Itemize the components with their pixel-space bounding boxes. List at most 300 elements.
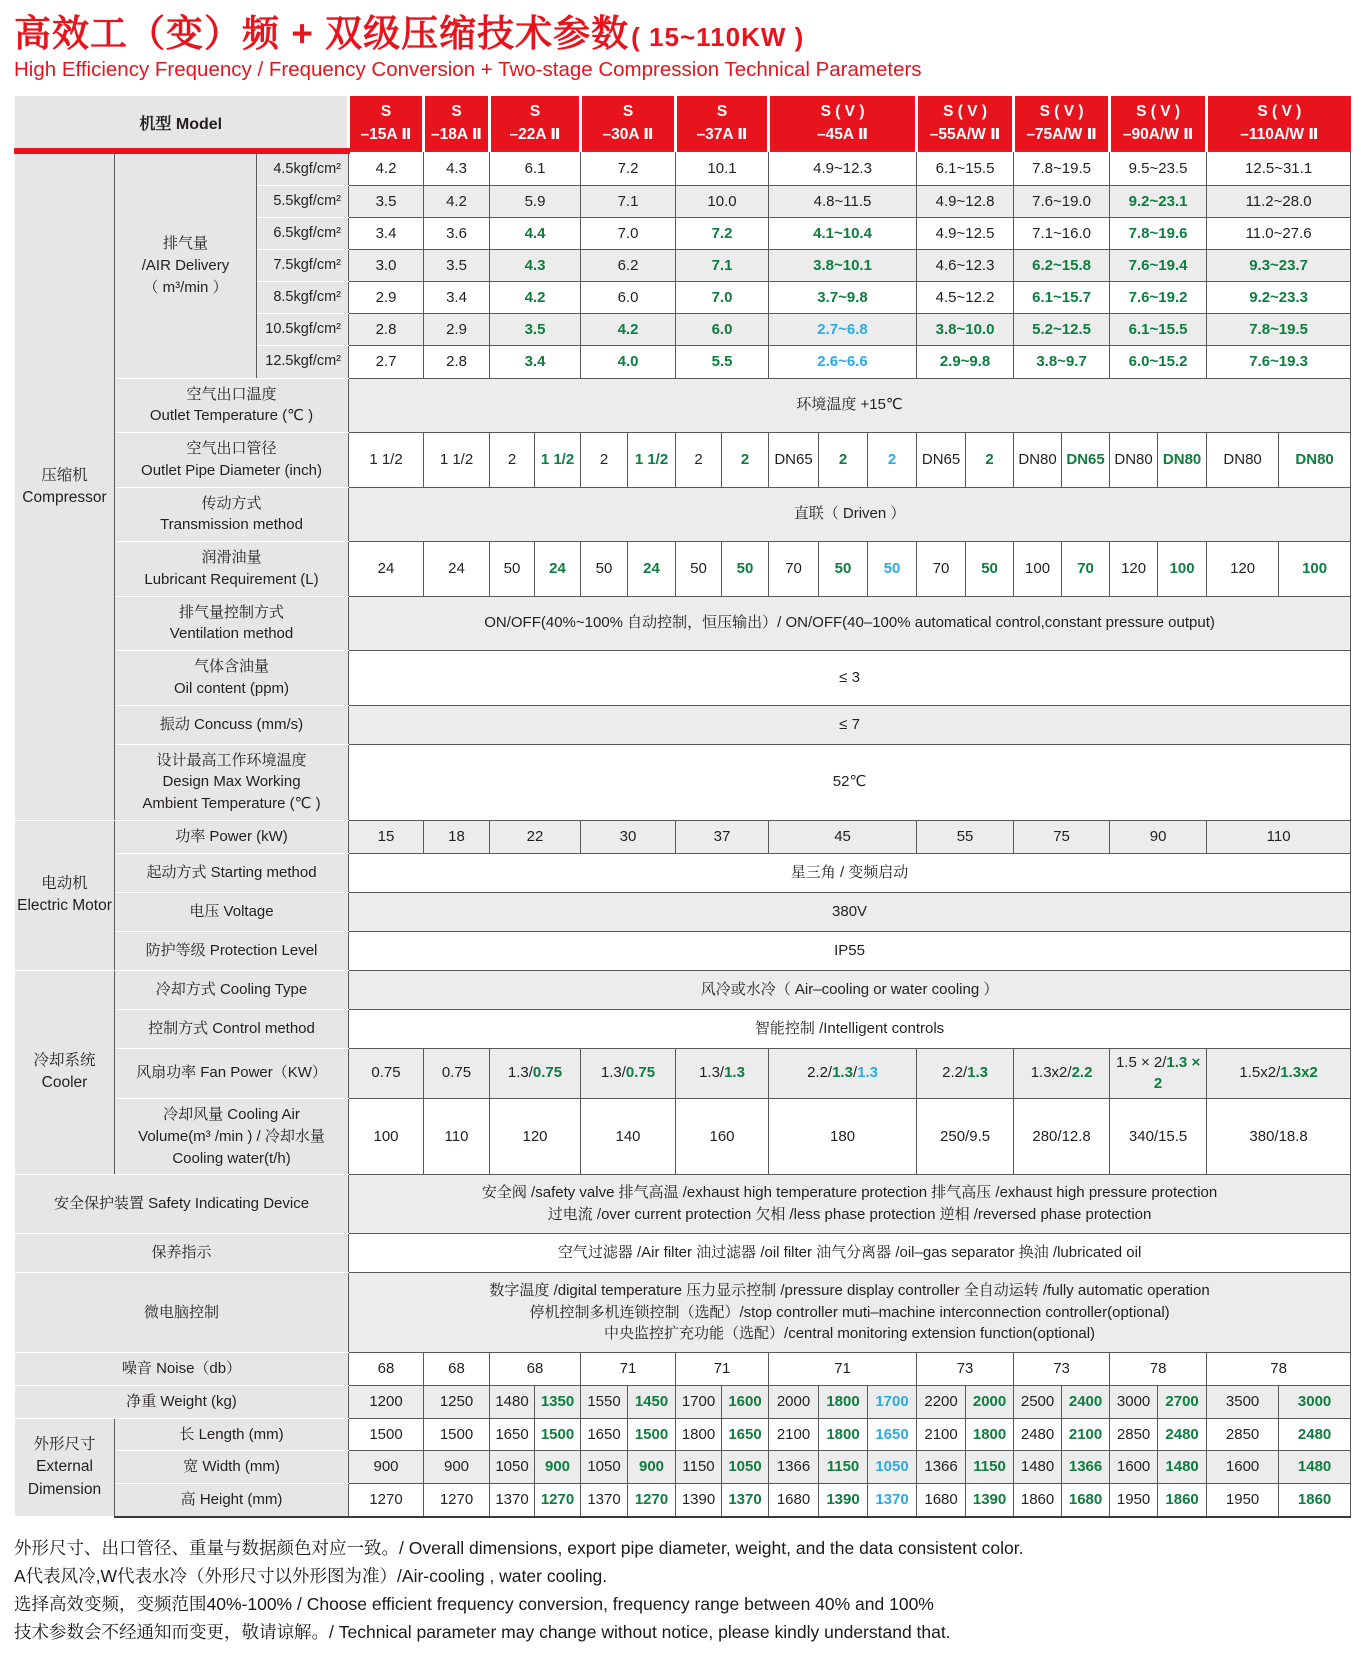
value-cell: 73 bbox=[917, 1353, 1014, 1386]
value-cell: 2100 bbox=[917, 1418, 966, 1451]
value-cell: 50 bbox=[868, 542, 917, 597]
value-cell: 120 bbox=[1110, 542, 1158, 597]
value-cell: 7.8~19.5 bbox=[1207, 314, 1351, 346]
value-cell: 3.4 bbox=[349, 218, 424, 250]
group-label: 电动机 Electric Motor bbox=[15, 820, 115, 970]
value-cell: 3.8~10.0 bbox=[917, 314, 1014, 346]
value-cell: 1366 bbox=[1062, 1451, 1110, 1484]
value-cell: 2400 bbox=[1062, 1385, 1110, 1418]
value-cell: 1680 bbox=[1062, 1484, 1110, 1517]
value-cell: 71 bbox=[676, 1353, 769, 1386]
value-cell: 1950 bbox=[1110, 1484, 1158, 1517]
value-segment: 2.2/ bbox=[807, 1064, 833, 1082]
row-label: 电压 Voltage bbox=[115, 892, 349, 931]
row-lubricant-requirement bbox=[15, 542, 1351, 597]
footnotes bbox=[14, 1534, 1347, 1646]
value-cell: 1650 bbox=[868, 1418, 917, 1451]
value-cell: 7.6~19.4 bbox=[1110, 250, 1207, 282]
value-cell: DN80 bbox=[1279, 433, 1351, 488]
row-label: 空气出口管径 Outlet Pipe Diameter (inch) bbox=[115, 433, 349, 488]
value-cell: 1860 bbox=[1014, 1484, 1062, 1517]
value-cell: 3.0 bbox=[349, 250, 424, 282]
value-cell: DN65 bbox=[769, 433, 819, 488]
value-cell: 2.7 bbox=[349, 346, 424, 378]
value-cell: IP55 bbox=[349, 931, 1351, 970]
value-cell: 1 1/2 bbox=[424, 433, 490, 488]
value-cell: 2.8 bbox=[424, 346, 490, 378]
value-cell: 1680 bbox=[917, 1484, 966, 1517]
value-cell: 1650 bbox=[490, 1418, 535, 1451]
row-label: 长 Length (mm) bbox=[115, 1418, 349, 1451]
value-segment: 1.5 × 2/ bbox=[1115, 1053, 1167, 1071]
value-cell: 1700 bbox=[868, 1385, 917, 1418]
value-cell: 1480 bbox=[1014, 1451, 1062, 1484]
value-cell: 120 bbox=[1207, 542, 1279, 597]
value-cell: 12.5~31.1 bbox=[1207, 151, 1351, 186]
value-cell: 1370 bbox=[490, 1484, 535, 1517]
value-cell: 1650 bbox=[722, 1418, 769, 1451]
value-cell: 180 bbox=[769, 1099, 917, 1175]
row-label: 排气量控制方式 Ventilation method bbox=[115, 596, 349, 651]
pressure-label: 10.5kgf/cm² bbox=[257, 314, 349, 346]
value-cell: 2000 bbox=[769, 1385, 819, 1418]
value-cell: 4.1~10.4 bbox=[769, 218, 917, 250]
value-cell: 2100 bbox=[769, 1418, 819, 1451]
value-cell: 6.1~15.7 bbox=[1014, 282, 1110, 314]
row-cooling-air-volume bbox=[15, 1099, 1351, 1175]
value-cell: 1860 bbox=[1279, 1484, 1351, 1517]
value-cell: 3.5 bbox=[424, 250, 490, 282]
value-cell: DN80 bbox=[1014, 433, 1062, 488]
value-cell: 1800 bbox=[819, 1385, 868, 1418]
value-cell: 0.75 bbox=[424, 1048, 490, 1099]
value-cell: 1480 bbox=[490, 1385, 535, 1418]
value-cell: 24 bbox=[424, 542, 490, 597]
value-cell: 1480 bbox=[1158, 1451, 1207, 1484]
value-cell: 1650 bbox=[581, 1418, 628, 1451]
model-header: S ( V ) –90A/W Ⅱ bbox=[1110, 96, 1207, 151]
value-cell: 2 bbox=[581, 433, 628, 488]
row-label: 控制方式 Control method bbox=[115, 1009, 349, 1048]
value-cell: 7.1 bbox=[581, 186, 676, 218]
value-cell: 4.2 bbox=[490, 282, 581, 314]
value-cell bbox=[1110, 1048, 1207, 1099]
value-cell: 1860 bbox=[1158, 1484, 1207, 1517]
value-cell: 2480 bbox=[1014, 1418, 1062, 1451]
value-segment: 2.2/ bbox=[942, 1064, 968, 1082]
value-cell: 78 bbox=[1110, 1353, 1207, 1386]
value-cell: 30 bbox=[581, 820, 676, 853]
value-cell: 70 bbox=[769, 542, 819, 597]
page-subtitle: High Efficiency Frequency / Frequency Conversion + Two-stage Compression Technical Parameters bbox=[14, 58, 922, 82]
model-header: S ( V ) –55A/W Ⅱ bbox=[917, 96, 1014, 151]
value-cell: 1050 bbox=[722, 1451, 769, 1484]
value-cell: 11.2~28.0 bbox=[1207, 186, 1351, 218]
value-cell: 11.0~27.6 bbox=[1207, 218, 1351, 250]
value-cell: 4.9~12.3 bbox=[769, 151, 917, 186]
model-header: S ( V ) –75A/W Ⅱ bbox=[1014, 96, 1110, 151]
value-cell: 1250 bbox=[424, 1385, 490, 1418]
row-label: 气体含油量 Oil content (ppm) bbox=[115, 651, 349, 706]
pressure-label: 6.5kgf/cm² bbox=[257, 218, 349, 250]
value-cell: 4.3 bbox=[490, 250, 581, 282]
value-cell: ≤ 7 bbox=[349, 705, 1351, 744]
pressure-label: 7.5kgf/cm² bbox=[257, 250, 349, 282]
value-cell: 4.5~12.2 bbox=[917, 282, 1014, 314]
model-header: S –30A Ⅱ bbox=[581, 96, 676, 151]
value-cell: 340/15.5 bbox=[1110, 1099, 1207, 1175]
row-voltage bbox=[15, 892, 1351, 931]
row-height bbox=[15, 1484, 1351, 1517]
value-cell: 4.6~12.3 bbox=[917, 250, 1014, 282]
value-cell bbox=[917, 1048, 1014, 1099]
value-cell: 50 bbox=[966, 542, 1014, 597]
group-label: 冷却系统 Cooler bbox=[15, 970, 115, 1175]
row-label: 保养指示 bbox=[15, 1233, 349, 1272]
table-header-row bbox=[15, 96, 1351, 151]
value-cell: 9.2~23.1 bbox=[1110, 186, 1207, 218]
value-cell: 6.2 bbox=[581, 250, 676, 282]
value-cell: 250/9.5 bbox=[917, 1099, 1014, 1175]
value-cell: 6.2~15.8 bbox=[1014, 250, 1110, 282]
value-cell: 1600 bbox=[1207, 1451, 1279, 1484]
value-cell: 4.2 bbox=[581, 314, 676, 346]
value-cell: 7.8~19.6 bbox=[1110, 218, 1207, 250]
value-cell: 1700 bbox=[676, 1385, 722, 1418]
value-cell: 1800 bbox=[676, 1418, 722, 1451]
value-cell: 3.8~10.1 bbox=[769, 250, 917, 282]
value-cell: 24 bbox=[535, 542, 581, 597]
value-cell bbox=[490, 1048, 581, 1099]
value-cell: 2.6~6.6 bbox=[769, 346, 917, 378]
value-cell: 1600 bbox=[722, 1385, 769, 1418]
value-cell: 2480 bbox=[1158, 1418, 1207, 1451]
value-cell: 900 bbox=[424, 1451, 490, 1484]
value-cell: 1390 bbox=[676, 1484, 722, 1517]
value-segment: 1.3 bbox=[832, 1064, 853, 1082]
value-cell: 2500 bbox=[1014, 1385, 1062, 1418]
row-oil-content bbox=[15, 651, 1351, 706]
value-cell: 2.9 bbox=[349, 282, 424, 314]
value-cell: 1680 bbox=[769, 1484, 819, 1517]
value-cell: 45 bbox=[769, 820, 917, 853]
value-cell: 6.0~15.2 bbox=[1110, 346, 1207, 378]
row-cooling-type bbox=[15, 970, 1351, 1009]
row-length bbox=[15, 1418, 1351, 1451]
value-cell: 1366 bbox=[917, 1451, 966, 1484]
value-cell: 71 bbox=[769, 1353, 917, 1386]
value-cell: 环境温度 +15℃ bbox=[349, 378, 1351, 433]
value-cell: 1500 bbox=[535, 1418, 581, 1451]
value-cell: 1800 bbox=[819, 1418, 868, 1451]
row-protection-level bbox=[15, 931, 1351, 970]
value-cell bbox=[769, 1048, 917, 1099]
value-cell: 380V bbox=[349, 892, 1351, 931]
value-cell: 1600 bbox=[1110, 1451, 1158, 1484]
value-cell: 4.3 bbox=[424, 151, 490, 186]
footnote-line: A代表风冷,W代表水冷（外形尺寸以外形图为准）/Air-cooling , water cooling. bbox=[14, 1565, 608, 1586]
value-cell: 1050 bbox=[490, 1451, 535, 1484]
row-label: 微电脑控制 bbox=[15, 1272, 349, 1352]
value-cell: 2 bbox=[819, 433, 868, 488]
value-cell: 140 bbox=[581, 1099, 676, 1175]
value-segment: 1.3 × 2 bbox=[1153, 1053, 1201, 1093]
value-cell: 68 bbox=[424, 1353, 490, 1386]
value-cell: 50 bbox=[490, 542, 535, 597]
value-cell: 4.4 bbox=[490, 218, 581, 250]
page-title-range: ( 15~110KW ) bbox=[631, 22, 805, 52]
value-cell: 18 bbox=[424, 820, 490, 853]
value-segment: 0.75 bbox=[532, 1064, 563, 1082]
footnote-line: 外形尺寸、出口管径、重量与数据颜色对应一致。/ Overall dimensions, export pipe diameter, weight, and the data consistent color. bbox=[14, 1537, 1024, 1558]
value-cell: 7.6~19.2 bbox=[1110, 282, 1207, 314]
value-cell: 1370 bbox=[868, 1484, 917, 1517]
row-label: 高 Height (mm) bbox=[115, 1484, 349, 1517]
value-cell: 7.0 bbox=[581, 218, 676, 250]
value-cell: 1150 bbox=[819, 1451, 868, 1484]
value-cell: 900 bbox=[349, 1451, 424, 1484]
value-cell: 160 bbox=[676, 1099, 769, 1175]
value-cell: 100 bbox=[1279, 542, 1351, 597]
value-cell: 1150 bbox=[966, 1451, 1014, 1484]
value-cell: 4.8~11.5 bbox=[769, 186, 917, 218]
value-cell: 7.6~19.0 bbox=[1014, 186, 1110, 218]
row-label: 净重 Weight (kg) bbox=[15, 1385, 349, 1418]
pressure-label: 12.5kgf/cm² bbox=[257, 346, 349, 378]
row-label: 设计最高工作环境温度 Design Max Working Ambient Temperature (℃ ) bbox=[115, 744, 349, 820]
value-cell: 75 bbox=[1014, 820, 1110, 853]
value-cell: 7.0 bbox=[676, 282, 769, 314]
value-cell bbox=[581, 1048, 676, 1099]
value-cell: DN65 bbox=[917, 433, 966, 488]
value-cell: 1800 bbox=[966, 1418, 1014, 1451]
value-segment: 1.3x2 bbox=[1280, 1064, 1318, 1082]
value-cell: 6.0 bbox=[676, 314, 769, 346]
model-corner-label: 机型 Model bbox=[15, 96, 349, 151]
value-cell: 直联（ Driven ） bbox=[349, 487, 1351, 542]
row-label: 宽 Width (mm) bbox=[115, 1451, 349, 1484]
value-cell: 68 bbox=[490, 1353, 581, 1386]
model-header: S –18A Ⅱ bbox=[424, 96, 490, 151]
value-cell: ON/OFF(40%~100% 自动控制，恒压输出）/ ON/OFF(40–100% automatical control,constant pressure output) bbox=[349, 596, 1351, 651]
value-cell: 1270 bbox=[424, 1484, 490, 1517]
value-cell: 2 bbox=[966, 433, 1014, 488]
row-label: 冷却方式 Cooling Type bbox=[115, 970, 349, 1009]
value-cell: 1450 bbox=[628, 1385, 676, 1418]
value-cell: 380/18.8 bbox=[1207, 1099, 1351, 1175]
value-cell: 7.6~19.3 bbox=[1207, 346, 1351, 378]
value-cell: 100 bbox=[1014, 542, 1062, 597]
value-cell: 空气过滤器 /Air filter 油过滤器 /oil filter 油气分离器 /oil–gas separator 换油 /lubricated oil bbox=[349, 1233, 1351, 1272]
value-segment: 1.3 bbox=[857, 1064, 878, 1082]
value-cell: 22 bbox=[490, 820, 581, 853]
value-cell: 1 1/2 bbox=[349, 433, 424, 488]
row-weight bbox=[15, 1385, 1351, 1418]
row-label: 风扇功率 Fan Power（KW） bbox=[115, 1048, 349, 1099]
value-cell: 2 bbox=[868, 433, 917, 488]
value-segment: 1.3/ bbox=[600, 1064, 626, 1082]
value-cell bbox=[1207, 1048, 1351, 1099]
value-cell: 0.75 bbox=[349, 1048, 424, 1099]
parameters-table bbox=[14, 96, 1351, 1517]
value-cell bbox=[1014, 1048, 1110, 1099]
value-cell: 3.5 bbox=[349, 186, 424, 218]
value-cell: 6.1 bbox=[490, 151, 581, 186]
value-cell: ≤ 3 bbox=[349, 651, 1351, 706]
value-cell: 7.8~19.5 bbox=[1014, 151, 1110, 186]
row-concuss bbox=[15, 705, 1351, 744]
value-cell: DN80 bbox=[1158, 433, 1207, 488]
value-cell: 6.1~15.5 bbox=[1110, 314, 1207, 346]
row-outlet-temperature bbox=[15, 378, 1351, 433]
footnote-line: 技术参数会不经通知而变更，敬请谅解。/ Technical parameter may change without notice, please kindly understand that. bbox=[14, 1621, 951, 1642]
value-cell: 1200 bbox=[349, 1385, 424, 1418]
value-cell: 7.2 bbox=[581, 151, 676, 186]
value-segment: 1.3/ bbox=[699, 1064, 725, 1082]
value-cell: 1270 bbox=[535, 1484, 581, 1517]
value-cell: 2 bbox=[676, 433, 722, 488]
value-cell: 70 bbox=[1062, 542, 1110, 597]
value-cell: 3.4 bbox=[424, 282, 490, 314]
row-noise bbox=[15, 1353, 1351, 1386]
value-cell: 7.1 bbox=[676, 250, 769, 282]
value-cell: 2.9~9.8 bbox=[917, 346, 1014, 378]
value-cell: 安全阀 /safety valve 排气高温 /exhaust high temperature protection 排气高压 /exhaust high pressure protection 过电流 /over current protection 欠相 /less phase protection 逆相 /reversed phase protection bbox=[349, 1175, 1351, 1234]
value-cell: 6.1~15.5 bbox=[917, 151, 1014, 186]
model-header: S –37A Ⅱ bbox=[676, 96, 769, 151]
value-segment: / bbox=[852, 1064, 858, 1082]
value-cell: 50 bbox=[722, 542, 769, 597]
value-cell: 110 bbox=[1207, 820, 1351, 853]
value-cell: 1350 bbox=[535, 1385, 581, 1418]
row-width bbox=[15, 1451, 1351, 1484]
value-cell: 78 bbox=[1207, 1353, 1351, 1386]
model-header: S –22A Ⅱ bbox=[490, 96, 581, 151]
value-cell: 2480 bbox=[1279, 1418, 1351, 1451]
value-cell: 2000 bbox=[966, 1385, 1014, 1418]
value-segment: 1.3 bbox=[724, 1064, 745, 1082]
value-cell: 900 bbox=[628, 1451, 676, 1484]
value-cell: 50 bbox=[819, 542, 868, 597]
row-label: 润滑油量 Lubricant Requirement (L) bbox=[115, 542, 349, 597]
value-cell: 1270 bbox=[628, 1484, 676, 1517]
model-header: S ( V ) –45A Ⅱ bbox=[769, 96, 917, 151]
value-cell: 5.9 bbox=[490, 186, 581, 218]
value-cell: 9.5~23.5 bbox=[1110, 151, 1207, 186]
value-cell: 2200 bbox=[917, 1385, 966, 1418]
value-cell: 1270 bbox=[349, 1484, 424, 1517]
value-cell: 24 bbox=[349, 542, 424, 597]
value-cell: 星三角 / 变频启动 bbox=[349, 853, 1351, 892]
value-segment: 1.3 bbox=[967, 1064, 988, 1082]
value-segment: 2.2 bbox=[1071, 1064, 1093, 1082]
value-cell: 2 bbox=[490, 433, 535, 488]
row-fan-power bbox=[15, 1048, 1351, 1099]
row-transmission-method bbox=[15, 487, 1351, 542]
value-cell: 9.3~23.7 bbox=[1207, 250, 1351, 282]
pressure-label: 4.5kgf/cm² bbox=[257, 151, 349, 186]
value-cell: 1370 bbox=[722, 1484, 769, 1517]
value-cell: 10.0 bbox=[676, 186, 769, 218]
value-cell: 1 1/2 bbox=[628, 433, 676, 488]
value-cell: 3500 bbox=[1207, 1385, 1279, 1418]
value-cell: 1550 bbox=[581, 1385, 628, 1418]
value-cell: 68 bbox=[349, 1353, 424, 1386]
value-cell: 1500 bbox=[349, 1418, 424, 1451]
value-cell: 2850 bbox=[1110, 1418, 1158, 1451]
value-cell bbox=[676, 1048, 769, 1099]
value-cell: 1390 bbox=[966, 1484, 1014, 1517]
value-cell: 900 bbox=[535, 1451, 581, 1484]
value-cell: 风冷或水冷（ Air–cooling or water cooling ） bbox=[349, 970, 1351, 1009]
value-cell: 1390 bbox=[819, 1484, 868, 1517]
value-cell: 100 bbox=[349, 1099, 424, 1175]
row-starting-method bbox=[15, 853, 1351, 892]
value-cell: 3.6 bbox=[424, 218, 490, 250]
value-segment: 1.3/ bbox=[507, 1064, 533, 1082]
value-cell: 52℃ bbox=[349, 744, 1351, 820]
row-label: 噪音 Noise（db） bbox=[15, 1353, 349, 1386]
group-label: 压缩机 Compressor bbox=[15, 151, 115, 820]
value-cell: 3.7~9.8 bbox=[769, 282, 917, 314]
value-segment: 1.5x2/ bbox=[1239, 1064, 1281, 1082]
value-cell: 9.2~23.3 bbox=[1207, 282, 1351, 314]
value-cell: 1150 bbox=[676, 1451, 722, 1484]
value-cell: 5.2~12.5 bbox=[1014, 314, 1110, 346]
value-cell: 50 bbox=[676, 542, 722, 597]
value-cell: 1500 bbox=[628, 1418, 676, 1451]
value-cell: 55 bbox=[917, 820, 1014, 853]
value-cell: 73 bbox=[1014, 1353, 1110, 1386]
row-label: 防护等级 Protection Level bbox=[115, 931, 349, 970]
value-cell: 2.9 bbox=[424, 314, 490, 346]
row-label: 传动方式 Transmission method bbox=[115, 487, 349, 542]
page-title-zh: 高效工（变）频 + 双级压缩技术参数 bbox=[14, 13, 630, 54]
value-cell: 4.2 bbox=[424, 186, 490, 218]
footnote-line: 选择高效变频，变频范围40%-100% / Choose efficient frequency conversion, frequency range between 40% and 100% bbox=[14, 1593, 934, 1614]
value-cell: 2850 bbox=[1207, 1418, 1279, 1451]
value-cell: 37 bbox=[676, 820, 769, 853]
value-cell: 24 bbox=[628, 542, 676, 597]
value-cell: 110 bbox=[424, 1099, 490, 1175]
pressure-label: 5.5kgf/cm² bbox=[257, 186, 349, 218]
value-cell: 4.0 bbox=[581, 346, 676, 378]
value-cell: 1050 bbox=[581, 1451, 628, 1484]
value-cell: 3000 bbox=[1110, 1385, 1158, 1418]
value-cell: 4.9~12.5 bbox=[917, 218, 1014, 250]
value-cell: 3.8~9.7 bbox=[1014, 346, 1110, 378]
row-design-max-ambient bbox=[15, 744, 1351, 820]
value-cell: 7.1~16.0 bbox=[1014, 218, 1110, 250]
value-cell: 1950 bbox=[1207, 1484, 1279, 1517]
group-label: 外形尺寸 External Dimension bbox=[15, 1418, 115, 1517]
row-ventilation-method bbox=[15, 596, 1351, 651]
value-cell: 数字温度 /digital temperature 压力显示控制 /pressure display controller 全自动运转 /fully automatic operation 停机控制多机连锁控制（选配）/stop controller muti–machine interconnection controller(optional) 中央监控扩充功能（选配）/central monitoring extension function(optional) bbox=[349, 1272, 1351, 1352]
value-cell: 3.5 bbox=[490, 314, 581, 346]
row-air-delivery-4.5 bbox=[15, 151, 1351, 186]
value-cell: 280/12.8 bbox=[1014, 1099, 1110, 1175]
model-header: S ( V ) –110A/W Ⅱ bbox=[1207, 96, 1351, 151]
value-cell: 1480 bbox=[1279, 1451, 1351, 1484]
value-segment: 1.3x2/ bbox=[1030, 1064, 1072, 1082]
value-cell: 1500 bbox=[424, 1418, 490, 1451]
value-cell: 3.4 bbox=[490, 346, 581, 378]
row-label: 功率 Power (kW) bbox=[115, 820, 349, 853]
value-segment: 0.75 bbox=[625, 1064, 656, 1082]
row-label: 冷却风量 Cooling Air Volume(m³ /min ) / 冷却水量 Cooling water(t/h) bbox=[115, 1099, 349, 1175]
value-cell: 智能控制 /Intelligent controls bbox=[349, 1009, 1351, 1048]
row-control-method bbox=[15, 1009, 1351, 1048]
